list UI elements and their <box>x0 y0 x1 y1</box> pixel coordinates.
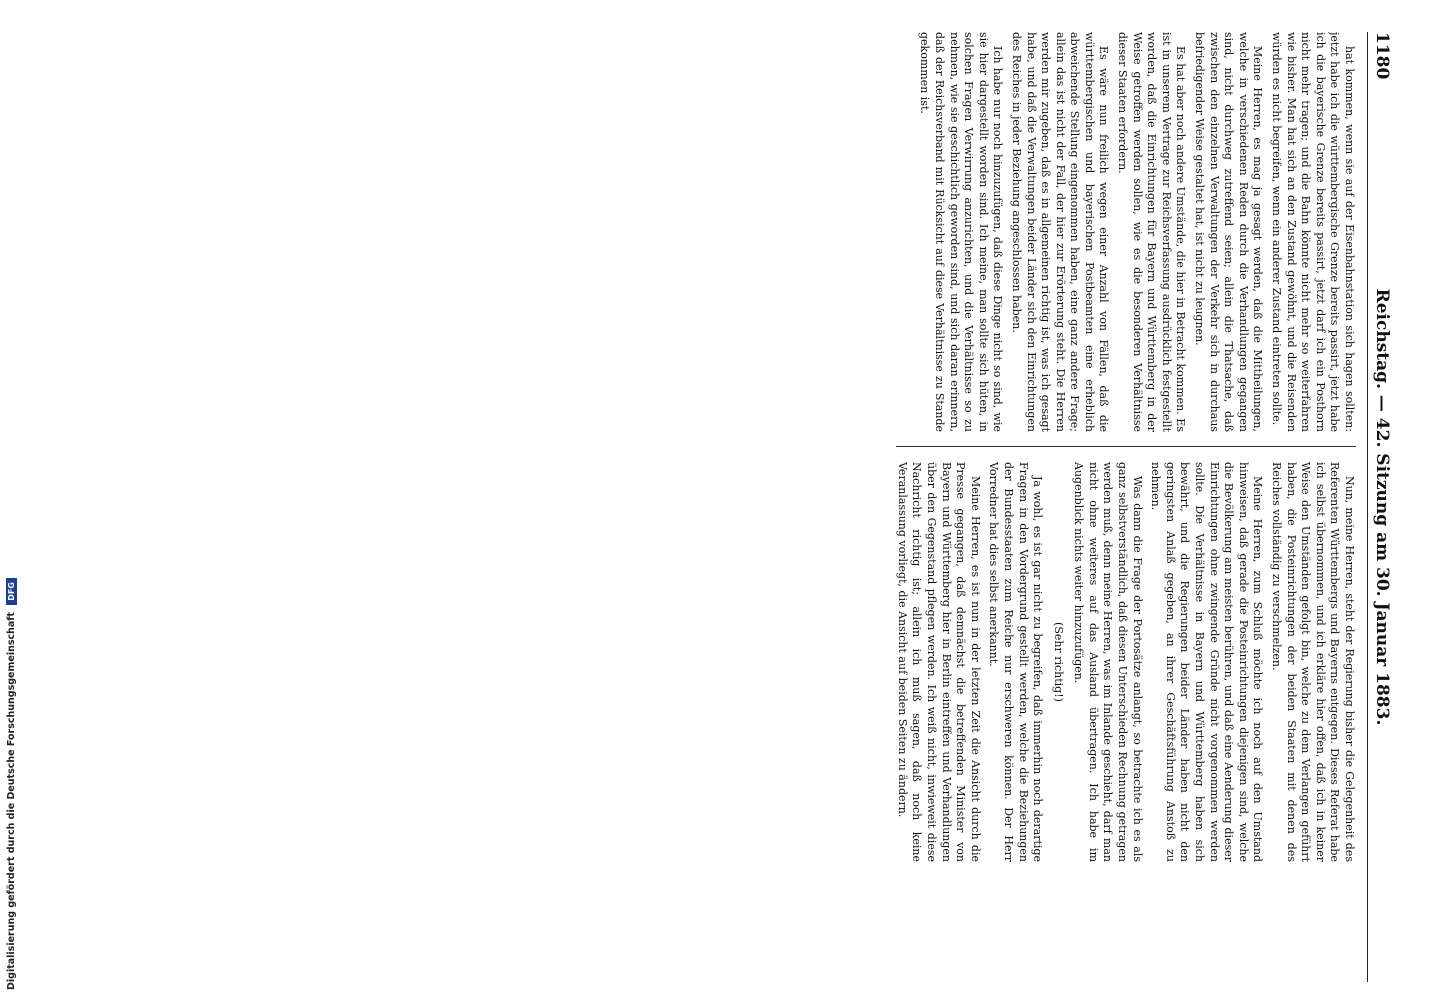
page-number: 1180 <box>1372 32 1392 80</box>
paragraph: hat kommen, wenn sie auf der Eisenbahnstation sich hagen sollten: jetzt habe ich die württembergische Grenze bereits passirt, jetzt habe ich die bayerische Grenze bereits passirt, jetzt darf ich ein Posthorn nicht mehr tragen; und die Bahn könnte nicht mehr so weiterfahren wie bisher. Man hat sich an den Zustand gewöhnt, und die Reisenden würden es nicht begreifen, wenn ein anderer Zustand eintreten sollte. <box>1270 32 1356 432</box>
paragraph: Meine Herren, zum Schluß möchte ich noch auf den Umstand hinweisen, daß gerade die Posteinrichtungen diejenigen sind, welche die Bevölkerung am meisten berühren, und daß eine Aenderung dieser Einrichtungen ohne zwingende Gründe nicht vorgenommen werden sollte. Die Verhältnisse in Bayern und Württemberg haben sich bewährt, und die Regierungen beider Länder haben nicht den geringsten Anlaß gegeben, an ihrer Geschäftsführung Anstoß zu nehmen. <box>1149 462 1265 862</box>
header-rule <box>1367 32 1368 982</box>
paragraph: Meine Herren, es ist nun in der letzten Zeit die Ansicht durch die Presse gegangen, daß demnächst die betreffenden Minister von Bayern und Württemberg hier in Berlin eintreffen und Verhandlungen über den Gegenstand pflegen werden. Ich weiß nicht, inwieweit diese Nachricht richtig ist; allein ich muß sagen, daß noch keine Veranlassung vorliegt, die Ansicht auf beiden Seiten zu ändern. <box>895 462 982 862</box>
paragraph: Es hat aber noch andere Umstände, die hier in Betracht kommen. Es ist in unserem Vertrage zur Reichsverfassung ausdrücklich festgestellt worden, daß die Einrichtungen für Bayern und Württemberg in der Weise getroffen werden sollen, wie es die besonderen Verhältnisse dieser Staaten erfordern. <box>1116 32 1188 432</box>
paragraph: Es wäre nun freilich wegen einer Anzahl von Fällen, daß die württembergischen und bayerischen Postbeamten eine erheblich abweichende Stellung eingenommen haben, eine ganz andere Frage; allein das ist nicht der Fall, der hier zur Erörterung steht. Die Herren werden mir zugeben, daß es in allgemeinen richtig ist, was ich gesagt habe, und daß die Verwaltungen beider Länder sich den Einrichtungen des Reiches in jeder Beziehung angeschlossen haben. <box>1009 32 1111 432</box>
text-column-left <box>676 32 1356 432</box>
paragraph: Was dann die Frage der Portosätze anlangt, so betrachte ich es als ganz selbstverständlich, daß diesen Unterschieden Rechnung getragen werden muß, denn meine Herren, was im Inlande geschieht, darf man nicht ohne weiteres auf das Ausland übertragen. Ich habe im Augenblick nichts weiter hinzuzufügen. <box>1072 462 1144 862</box>
paragraph: Meine Herren, es mag ja gesagt werden, daß die Mittheilungen, welche in verschiedenen Reden durch die Verhandlungen gegangen sind, nicht durchweg zutreffend seien; allein die Thatsache, daß zwischen den einzelnen Verwaltungen der Verkehr sich in durchaus befriedigender Weise gestaltet hat, ist nicht zu leugnen. <box>1193 32 1265 432</box>
footer-text: Digitalisierung gefördert durch die Deutsche Forschungsgemeinschaft <box>6 612 17 990</box>
paragraph: Ich habe nur noch hinzuzufügen, daß diese Dinge nicht so sind, wie sie hier dargestellt worden sind. Ich meine, man sollte sich hüten, in solchen Fragen Verwirrung anzurichten, und die Verhältnisse so zu nehmen, wie sie geschichtlich geworden sind, und sich daran erinnern, daß der Reichsverband mit Rücksicht auf diese Verhältnisse zu Stande gekommen ist. <box>918 32 1005 432</box>
text-column-right <box>676 462 1356 862</box>
paragraph: Nun, meine Herren, steht der Regierung bisher die Gelegenheit des Referenten Württembergs und Bayerns entgegen. Dieses Referat habe ich selbst übernommen, und ich erkläre hier offen, daß ich in keiner Weise den Umständen gefolgt bin, welche zu dem Verlangen geführt haben, die Posteinrichtungen der beiden Staaten mit denen des Reiches vollständig zu verschmelzen. <box>1270 462 1356 862</box>
column-divider <box>896 446 1356 447</box>
running-title: Reichstag. — 42. Sitzung am 30. Januar 1883. <box>1372 288 1392 726</box>
interjection: (Sehr richtig!) <box>1051 622 1065 702</box>
paragraph: Ja wohl, es ist gar nicht zu begreifen, daß immerhin noch derartige Fragen in den Vordergrund gestellt werden, welche die Beziehungen der Bundesstaaten zum Reiche nur erschweren können. Der Herr Vorredner hat dies selbst anerkannt. <box>987 462 1045 862</box>
dfg-logo-icon: DFG <box>6 578 17 605</box>
rotated-page-content <box>98 32 1398 982</box>
digitization-footer <box>6 0 17 990</box>
page-header <box>1368 32 1398 982</box>
